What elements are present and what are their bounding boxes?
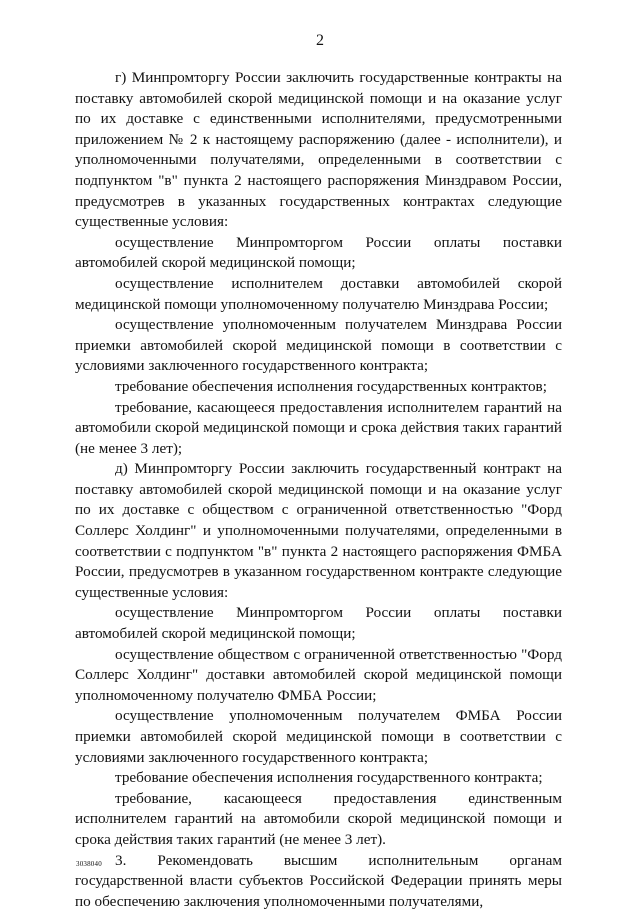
paragraph-condition-acceptance: осуществление уполномоченным получателем Минздрава России приемки автомобилей скорой медицинской помощи в соответствии с условиями заключенного государственного контракта; <box>75 316 562 375</box>
paragraph-condition-warranty-2: требование, касающееся предоставления единственным исполнителем гарантий на автомобили скорой медицинской помощи и срока действия таких гарантий (не менее 3 лет). <box>75 789 562 848</box>
document-code: 3038040 <box>76 860 102 868</box>
paragraph-condition-acceptance-2: осуществление уполномоченным получателем ФМБА России приемки автомобилей скорой медицинской помощи в соответствии с условиями заключенного государственного контракта; <box>75 707 562 766</box>
paragraph-item-g: г) Минпромторгу России заключить государственные контракты на поставку автомобилей скорой медицинской помощи и на оказание услуг по их доставке с единственными исполнителями, предусмотренными приложением № 2 к настоящему распоряжению (далее - исполнители), и уполномоченными получателями, определенными в соответствии с подпунктом "в" пункта 2 настоящего распоряжения Минздравом России, предусмотрев в указанных государственных контрактах следующие существенные условия: <box>75 69 562 231</box>
paragraph-item-3: 3. Рекомендовать высшим исполнительным органам государственной власти субъектов Российской Федерации принять меры по обеспечению заключения уполномоченными получателями, <box>75 851 562 910</box>
paragraph-condition-security-2: требование обеспечения исполнения государственного контракта; <box>115 769 543 787</box>
page-number: 2 <box>316 32 324 49</box>
paragraph-condition-payment-2: осуществление Минпромторгом России оплаты поставки автомобилей скорой медицинской помощи; <box>75 604 562 643</box>
paragraph-condition-delivery: осуществление исполнителем доставки автомобилей скорой медицинской помощи уполномоченному получателю Минздрава России; <box>75 274 562 313</box>
paragraph-condition-payment: осуществление Минпромторгом России оплаты поставки автомобилей скорой медицинской помощи; <box>75 233 562 272</box>
paragraph-item-d: д) Минпромторгу России заключить государственный контракт на поставку автомобилей скорой медицинской помощи и на оказание услуг по их доставке с обществом с ограниченной ответственностью "Форд Соллерс Холдинг" и уполномоченными получателями, определенными в соответствии с подпунктом "в" пункта 2 настоящего распоряжения ФМБА России, предусмотрев в указанном государственном контракте следующие существенные условия: <box>75 460 562 601</box>
document-body <box>75 68 562 912</box>
paragraph-condition-security: требование обеспечения исполнения государственных контрактов; <box>115 377 547 395</box>
paragraph-condition-warranty: требование, касающееся предоставления исполнителем гарантий на автомобили скорой медицинской помощи и срока действия таких гарантий (не менее 3 лет); <box>75 398 562 457</box>
paragraph-condition-delivery-2: осуществление обществом с ограниченной ответственностью "Форд Соллерс Холдинг" доставки автомобилей скорой медицинской помощи уполномоченному получателю ФМБА России; <box>75 645 562 704</box>
